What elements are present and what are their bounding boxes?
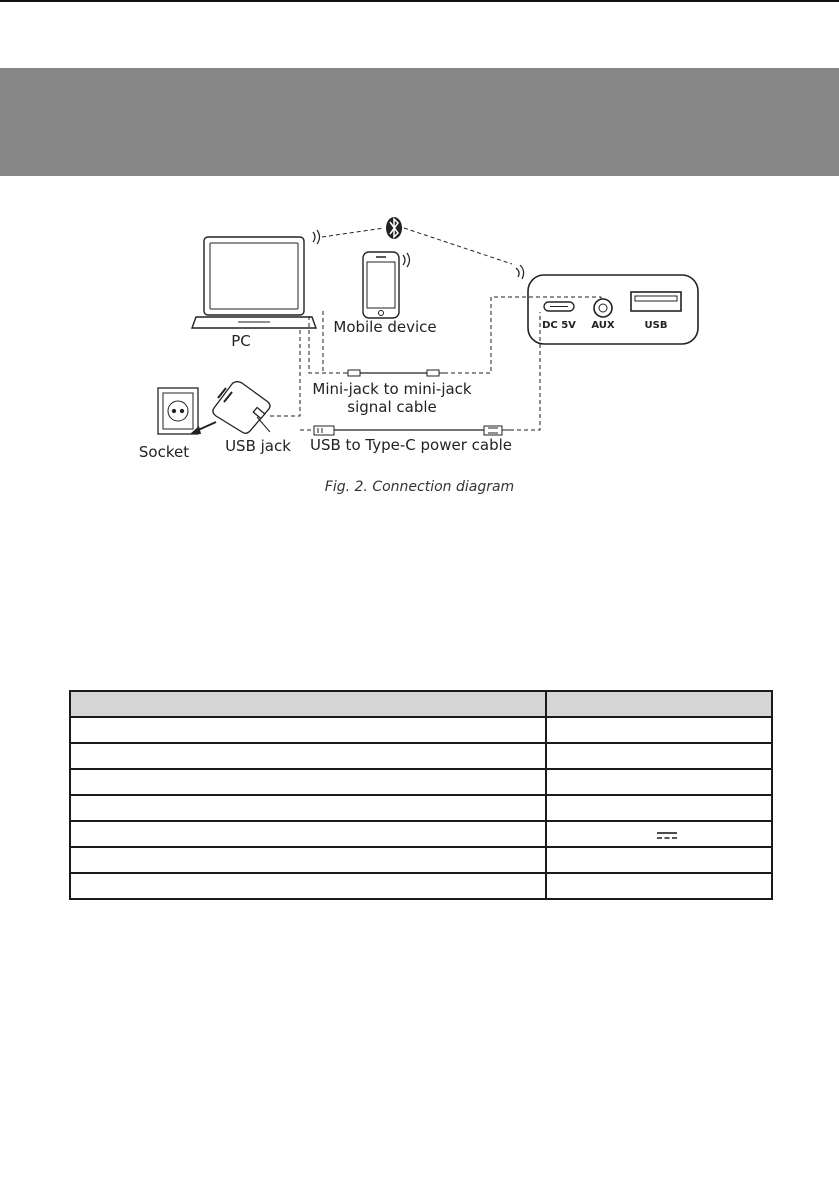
bluetooth-icon — [386, 217, 402, 239]
connection-diagram — [0, 176, 839, 476]
table-cell — [546, 821, 772, 847]
table-cell — [70, 743, 546, 769]
port-aux-label: AUX — [591, 320, 615, 331]
power-cable-label: USB to Type-C power cable — [310, 436, 512, 454]
table-cell — [70, 717, 546, 743]
pc-label: PC — [231, 332, 251, 350]
speaker-panel — [528, 275, 698, 344]
table-cell — [70, 769, 546, 795]
table-row — [70, 847, 772, 873]
signal-cable-label-line2: signal cable — [347, 398, 437, 416]
figure-caption: Fig. 2. Connection diagram — [324, 479, 515, 495]
usb-charger-icon — [213, 382, 270, 434]
laptop-icon — [192, 237, 316, 328]
section-header-band — [0, 68, 839, 176]
port-usb-label: USB — [644, 320, 668, 331]
socket-label: Socket — [138, 443, 190, 461]
crop-line — [0, 0, 839, 2]
table-cell — [546, 691, 772, 717]
table-cell — [70, 847, 546, 873]
usb-jack-label: USB jack — [225, 437, 291, 455]
table-header-row — [70, 691, 772, 717]
table-cell — [546, 873, 772, 899]
table-cell — [546, 717, 772, 743]
table-row — [70, 821, 772, 847]
mini-jack-cable-icon — [343, 370, 444, 376]
table-cell — [546, 847, 772, 873]
table-cell — [546, 795, 772, 821]
table-row — [70, 743, 772, 769]
table-cell — [70, 821, 546, 847]
table-cell — [546, 743, 772, 769]
mobile-phone-icon — [363, 252, 399, 318]
table-cell — [70, 691, 546, 717]
specification-table — [69, 690, 773, 900]
table-cell — [70, 873, 546, 899]
table-row — [70, 873, 772, 899]
table-row — [70, 769, 772, 795]
usb-jack-pointer — [257, 417, 270, 432]
table-cell — [546, 769, 772, 795]
table-row — [70, 795, 772, 821]
usb-type-c-cable-icon — [314, 426, 510, 435]
table-cell — [70, 795, 546, 821]
bluetooth-link-lines — [322, 228, 512, 264]
wall-socket-icon — [158, 388, 198, 434]
table-row — [70, 717, 772, 743]
signal-cable-label-line1: Mini-jack to mini-jack — [312, 380, 472, 398]
wireless-signal-icon — [313, 230, 524, 279]
port-dc-label: DC 5V — [542, 320, 576, 331]
direct-current-icon — [657, 831, 677, 841]
mobile-device-label: Mobile device — [333, 318, 437, 336]
